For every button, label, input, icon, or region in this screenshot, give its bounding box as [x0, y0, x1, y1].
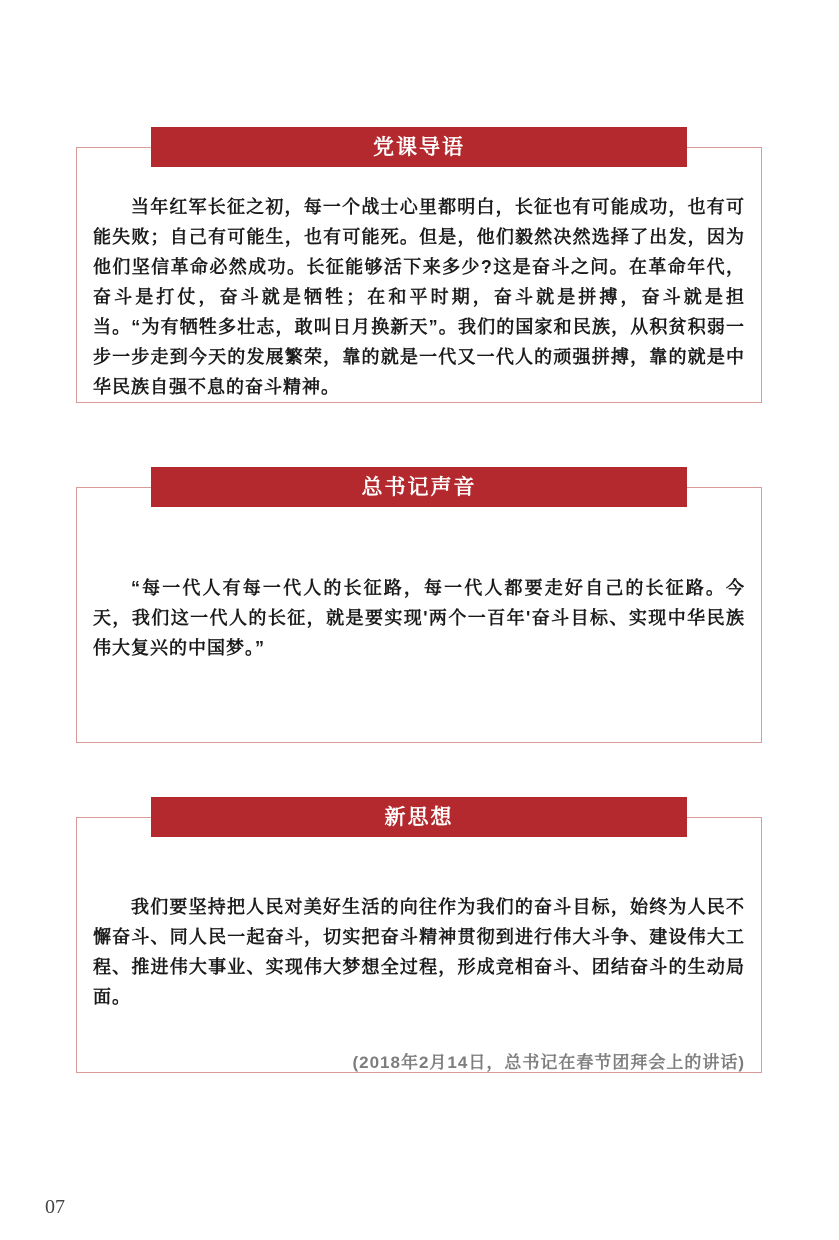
section-header-banner — [151, 467, 687, 507]
section-body-paragraph: 当年红军长征之初，每一个战士心里都明白，长征也有可能成功，也有可能失败；自己有可能生，也有可能死。但是，他们毅然决然选择了出发，因为他们坚信革命必然成功。长征能够活下来多少?这是奋斗之问。在革命年代，奋斗是打仗，奋斗就是牺牲；在和平时期，奋斗就是拼搏，奋斗就是担当。“为有牺牲多壮志，敢叫日月换新天”。我们的国家和民族，从积贫积弱一步一步走到今天的发展繁荣，靠的就是一代又一代人的顽强拼搏，靠的就是中华民族自强不息的奋斗精神。 — [93, 197, 745, 397]
section-header-banner — [151, 797, 687, 837]
section-new-thought — [76, 805, 762, 1073]
section-body-paragraph: 我们要坚持把人民对美好生活的向往作为我们的奋斗目标，始终为人民不懈奋斗、同人民一起奋斗，切实把奋斗精神贯彻到进行伟大斗争、建设伟大工程、推进伟大事业、实现伟大梦想全过程，形成竞相奋斗、团结奋斗的生动局面。 — [93, 897, 745, 1007]
section-title: 党课导语 — [373, 135, 465, 159]
section-body-paragraph: “每一代人有每一代人的长征路，每一代人都要走好自己的长征路。今天，我们这一代人的长征，就是要实现'两个一百年'奋斗目标、实现中华民族伟大复兴的中国梦。” — [93, 578, 745, 658]
section-title: 新思想 — [384, 805, 454, 829]
section-party-lesson-intro — [76, 135, 762, 403]
section-header-banner — [151, 127, 687, 167]
page-number: 07 — [45, 1196, 65, 1218]
section-general-secretary-voice — [76, 475, 762, 743]
section-content-box — [76, 147, 762, 403]
quote-attribution: (2018年2月14日，总书记在春节团拜会上的讲话) — [352, 1053, 745, 1072]
section-title: 总书记声音 — [361, 475, 477, 499]
section-content-box — [76, 817, 762, 1073]
section-content-box — [76, 487, 762, 743]
